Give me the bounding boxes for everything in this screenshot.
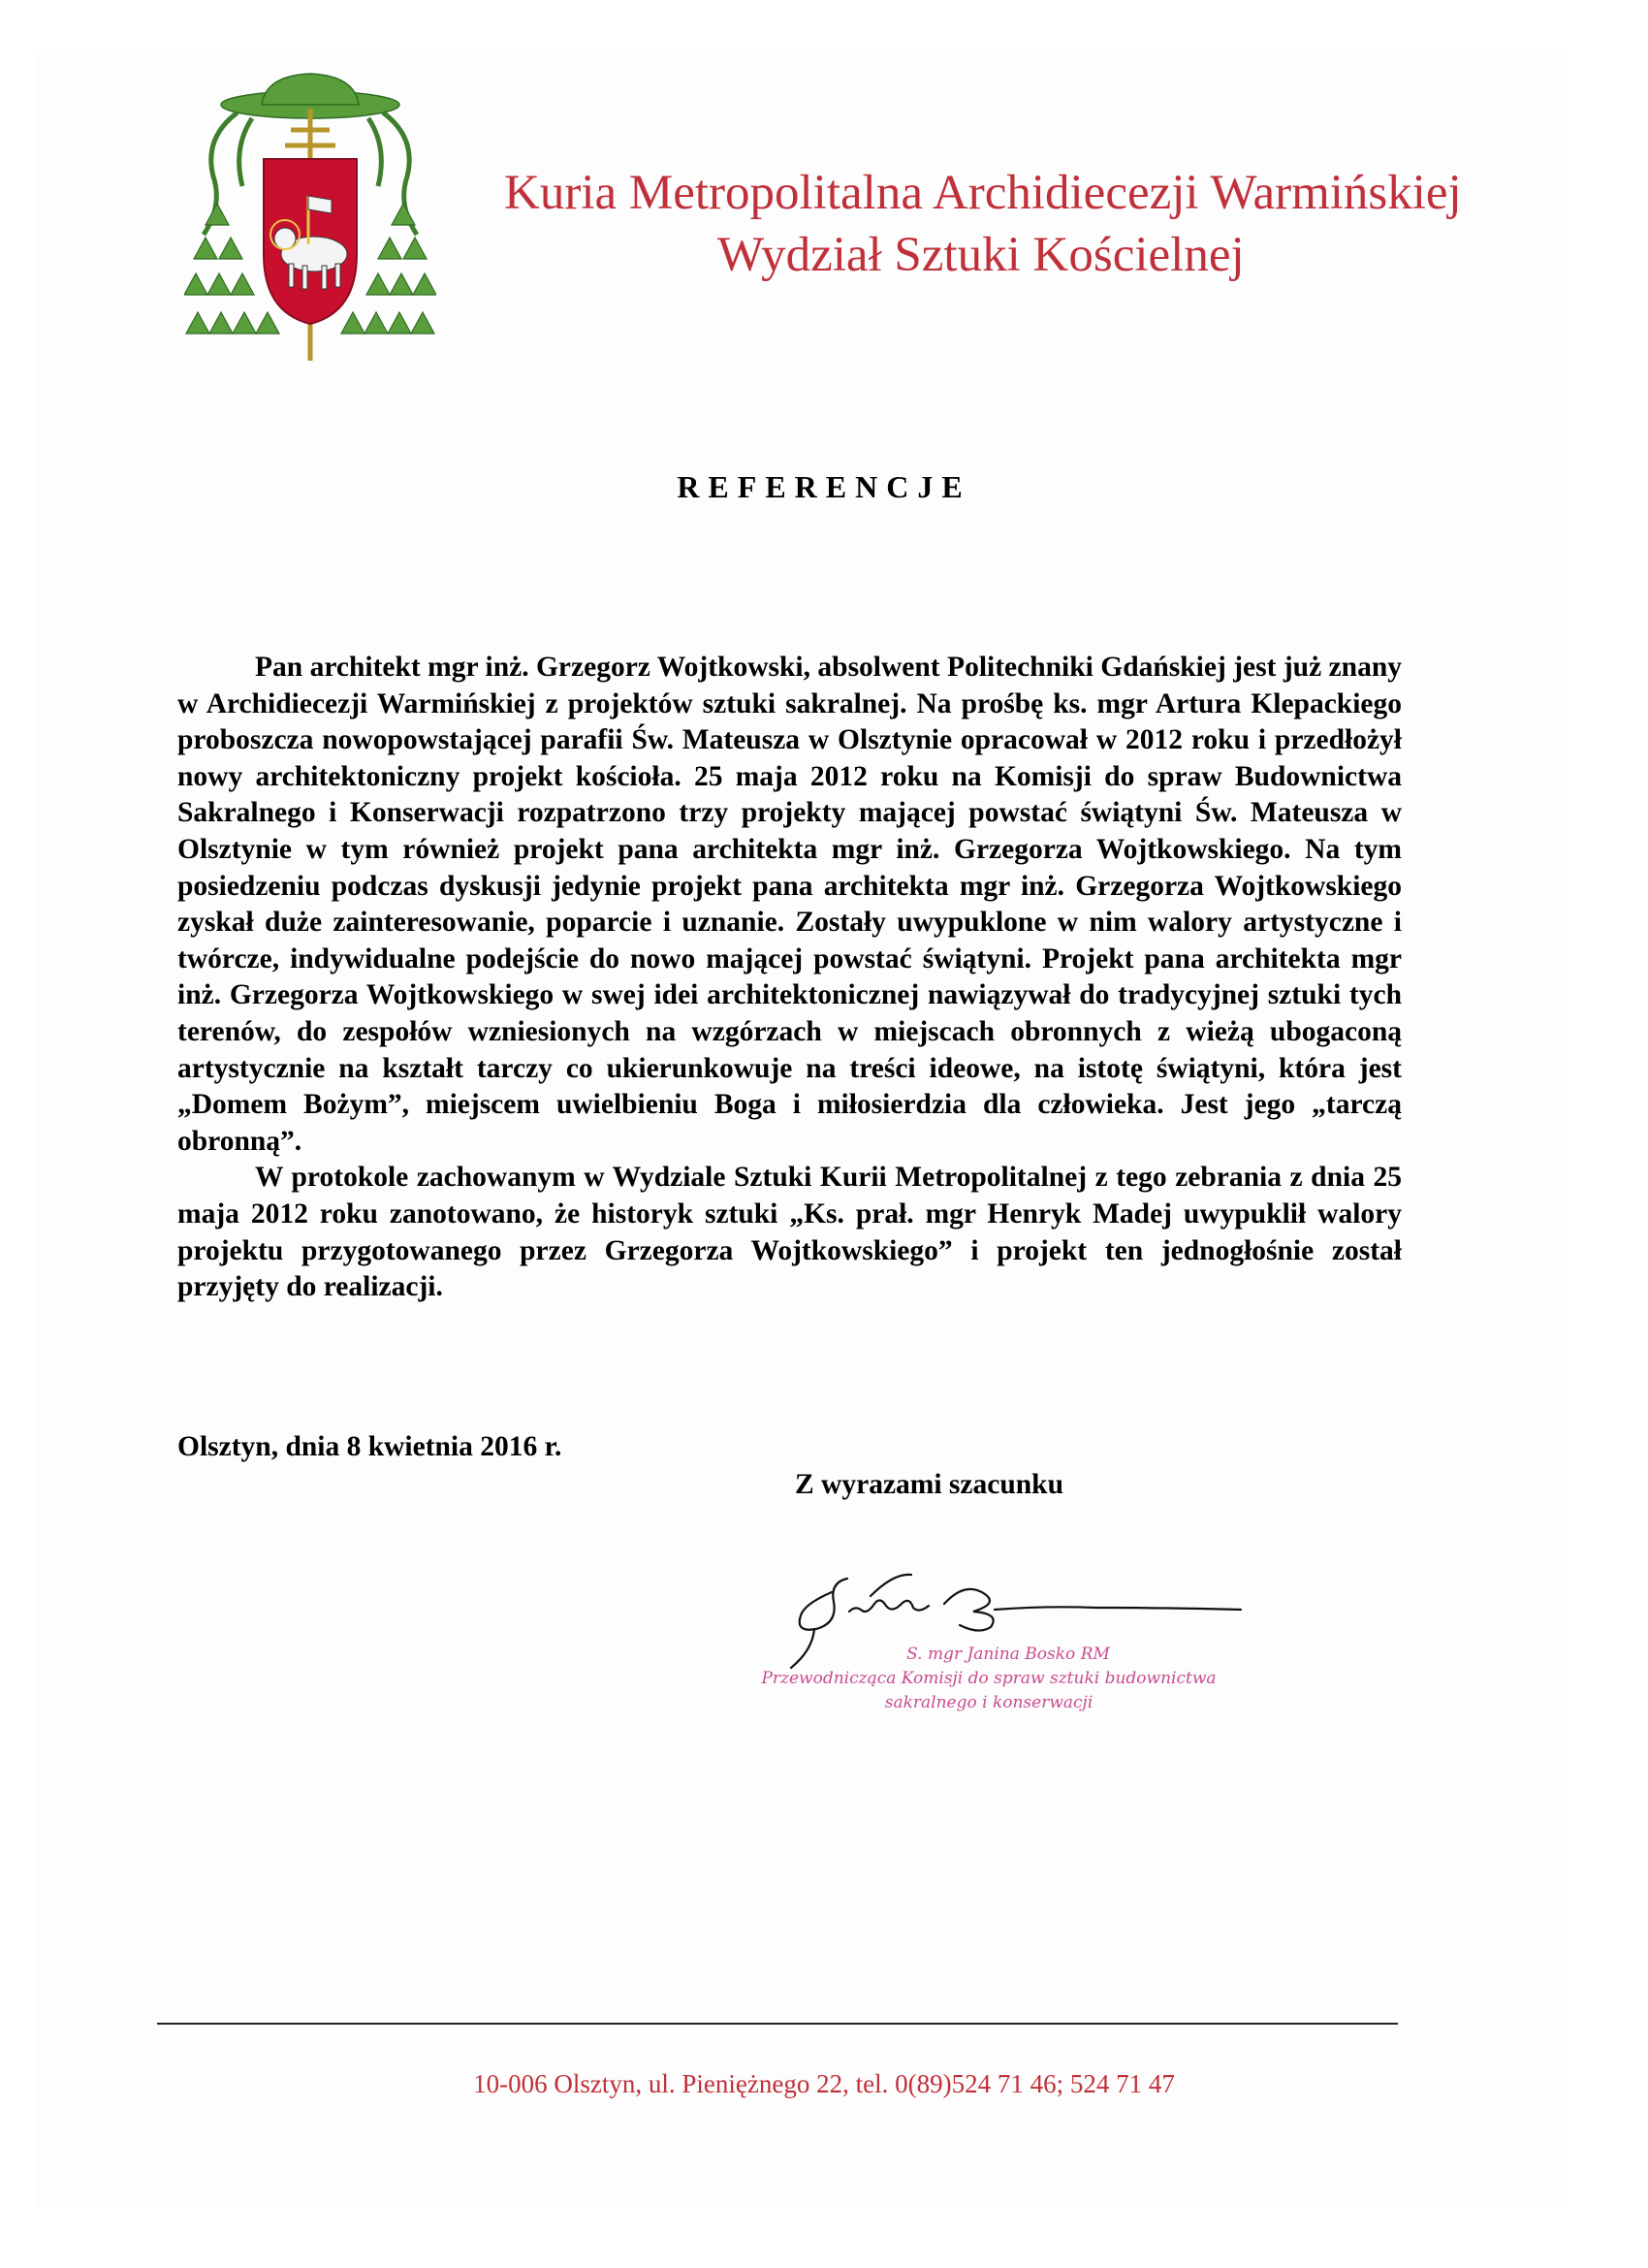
letter-body — [177, 650, 1402, 1306]
letterhead-department-name: Wydział Sztuki Kościelnej — [717, 228, 1245, 282]
stamp-signatory-title: Przewodnicząca Komisji do spraw sztuki budownictwa — [761, 1669, 1217, 1688]
body-paragraph-2: W protokole zachowanym w Wydziale Sztuki Kurii Metropolitalnej z tego zebrania z dnia 25 maja 2012 roku zanotowano, że historyk sztuki „Ks. prał. mgr Henryk Madej uwypuklił walory projektu przygotowanego przez Grzegorza Wojtkowskiego” i projekt ten jednogłośnie został przyjęty do realizacji. — [177, 1162, 1402, 1303]
place-and-date: Olsztyn, dnia 8 kwietnia 2016 r. — [177, 1431, 562, 1462]
coat-of-arms-emblem — [184, 70, 436, 390]
document-title: REFERENCJE — [677, 469, 971, 504]
stamp-signatory-name: S. mgr Janina Bosko RM — [906, 1645, 1110, 1664]
body-paragraph-1: Pan architekt mgr inż. Grzegorz Wojtkowski, absolwent Politechniki Gdańskiej jest już znany w Archidiecezji Warmińskiej z projektów sztuki sakralnej. Na prośbę ks. mgr Artura Klepackiego proboszcza nowopowstającej parafii Św. Mateusza w Olsztynie opracował w 2012 roku i przedłożył nowy architektoniczny projekt kościoła. 25 maja 2012 roku na Komisji do spraw Budownictwa Sakralnego i Konserwacji rozpatrzono trzy projekty mającej powstać świątyni Św. Mateusza w Olsztynie w tym również projekt pana architekta mgr inż. Grzegorza Wojtkowskiego. Na tym posiedzeniu podczas dyskusji jedynie projekt pana architekta mgr inż. Grzegorza Wojtkowskiego zyskał duże zainteresowanie, poparcie i uznanie. Zostały uwypuklone w nim walory artystyczne i twórcze, indywidualne podejście do nowo mającej powstać świątyni. Projekt pana architekta mgr inż. Grzegorza Wojtkowskiego w swej idei architektonicznej nawiązywał do tradycyjnej sztuki tych terenów, do zespołów wzniesionych na wzgórzach w miejscach obronnych z wieżą ubogaconą artystycznie na kształt tarczy co ukierunkowuje na treści ideowe, na istotę świątyni, która jest „Domem Bożym”, miejscem uwielbieniu Boga i miłosierdzia dla człowieka. Jest jego „tarczą obronną”. — [177, 652, 1402, 1157]
footer-address: 10-006 Olsztyn, ul. Pieniężnego 22, tel. 0(89)524 71 46; 524 71 47 — [473, 2069, 1175, 2098]
letterhead-curia-name: Kuria Metropolitalna Archidiecezji Warmińskiej — [504, 166, 1462, 220]
signatory-stamp — [717, 1643, 1260, 1715]
closing-salutation: Z wyrazami szacunku — [795, 1469, 1063, 1500]
footer-divider — [157, 2023, 1398, 2025]
stamp-signatory-title-cont: sakralnego i konserwacji — [884, 1693, 1093, 1712]
